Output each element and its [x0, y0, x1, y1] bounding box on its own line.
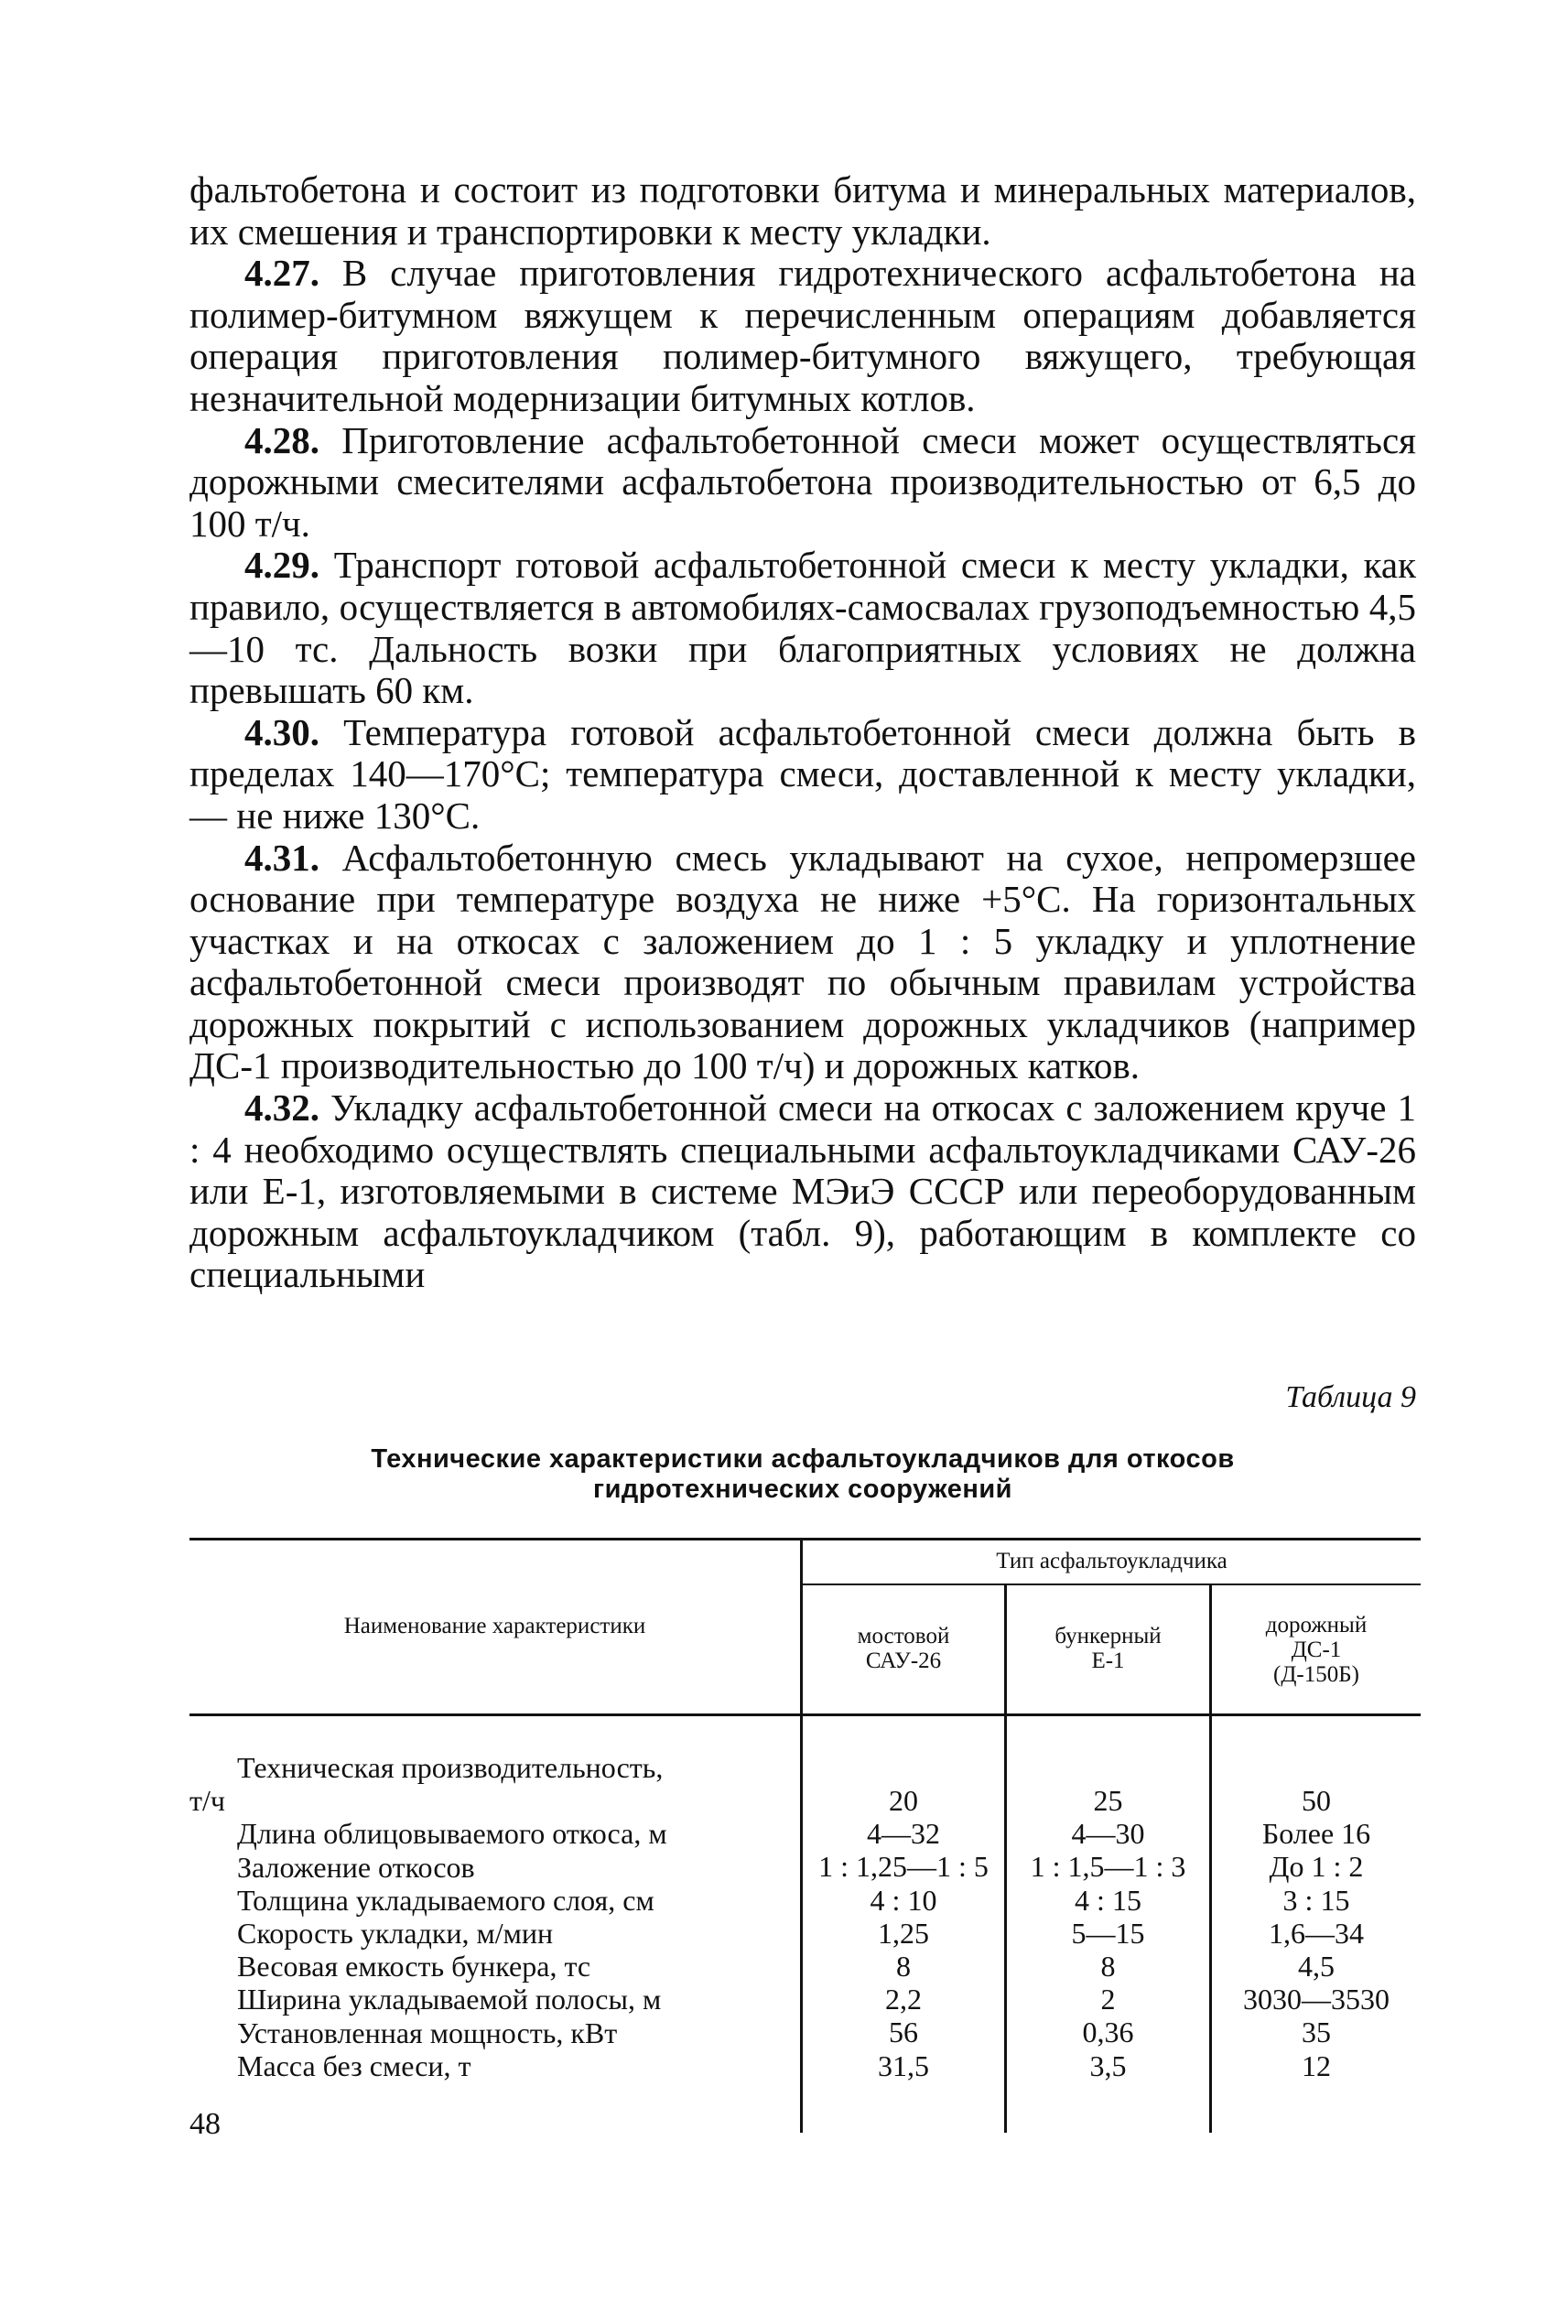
header-bottom-rule [189, 1713, 1421, 1716]
paragraph: 4.30. Температура готовой асфальтобетонной смеси должна быть в пределах 140—170°С; температура смеси, доставленной к месту укладки, — не ниже 130°С. [189, 710, 1416, 837]
page-number: 48 [189, 2107, 221, 2141]
body-text [189, 169, 1416, 1296]
table-cell: 4—32 [867, 1817, 940, 1851]
table-cell: 3,5 [1089, 2048, 1127, 2082]
paragraph: 4.31. Асфальтобетонную смесь укладывают на сухое, непромерзшее основание при температуре воздуха не ниже +5°С. На горизонтальных участках и на откосах с заложением до 1 : 5 укладку и уплотнение асфальтобетонной смеси производят по обычным правилам устройства дорожных покрытий с использованием дорожных укладчиков (например ДС-1 производительностью до 100 т/ч) и дорожных катков. [189, 836, 1416, 1087]
table-cell: 56 [889, 2016, 918, 2049]
table-cell: 1 : 1,25—1 : 5 [818, 1850, 989, 1884]
column-sau26-values [803, 1784, 1004, 2082]
table-cell: 4—30 [1071, 1817, 1145, 1851]
table-row-label: Скорость укладки, м/мин [237, 1917, 554, 1951]
table-cell: 3030—3530 [1243, 1983, 1390, 2016]
table-top-rule [189, 1538, 1421, 1540]
header-col-ds1: дорожный ДС-1 (Д-150Б) [1265, 1613, 1368, 1687]
paragraph-number: 4.31. [244, 836, 319, 879]
header-col-sau26: мостовой САУ-26 [857, 1624, 950, 1673]
group-header-rule [801, 1584, 1421, 1585]
paragraph-number: 4.32. [244, 1086, 319, 1130]
table-row-label: Заложение откосов [237, 1850, 475, 1884]
table-cell: 5—15 [1071, 1916, 1145, 1950]
paragraph-number: 4.29. [244, 544, 319, 587]
table-cell: 2 [1100, 1983, 1116, 2016]
table-cell: 4,5 [1298, 1950, 1335, 1984]
row-labels [189, 1751, 794, 2082]
paragraph: 4.28. Приготовление асфальтобетонной смеси может осуществляться дорожными смесителями асфальтобетона производительностью от 6,5 до 100 т/ч. [189, 418, 1416, 545]
table-label: Таблица 9 [1285, 1380, 1416, 1414]
column-ds1-values [1212, 1784, 1421, 2082]
header-characteristic-name: Наименование характеристики [343, 1614, 646, 1638]
header-col-e1: бункерный Е-1 [1054, 1624, 1162, 1673]
table-cell: 1 : 1,5—1 : 3 [1030, 1850, 1186, 1884]
table-cell: 1,6—34 [1269, 1916, 1364, 1950]
paragraph: 4.27. В случае приготовления гидротехнического асфальтобетона на полимер-битумном вяжущем к перечисленным операциям добавляется операция приготовления полимер-битумного вяжущего, требующая незначительной модернизации битумных котлов. [189, 252, 1417, 419]
table-cell: 35 [1302, 2016, 1331, 2049]
table-cell: 50 [1302, 1784, 1331, 1817]
specs-table [189, 1538, 1421, 2133]
table-row-label: Толщина укладываемого слоя, см [237, 1883, 654, 1917]
paragraph: фальтобетона и состоит из подготовки битума и минеральных материалов, их смешения и транспортировки к месту укладки. [189, 168, 1416, 253]
paragraph: 4.32. Укладку асфальтобетонной смеси на откосах с заложением круче 1 : 4 необходимо осуществлять специальными асфальтоукладчиками САУ-26 или Е-1, изготовляемыми в системе МЭиЭ СССР или переоборудованным дорожным асфальтоукладчиком (табл. 9), работающим в комплекте со специальными [189, 1086, 1416, 1296]
table-cell: 31,5 [878, 2048, 929, 2082]
table-row-label: Ширина укладываемой полосы, м [237, 1983, 662, 2016]
paragraph: 4.29. Транспорт готовой асфальтобетонной смеси к месту укладки, как правило, осуществляется в автомобилях-самосвалах грузоподъемностью 4,5—10 тс. Дальность возки при благоприятных условиях не должна превышать 60 км. [189, 544, 1416, 712]
table-cell: Более 16 [1261, 1817, 1371, 1851]
table-title: Технические характеристики асфальтоукладчиков для откосов гидротехнических сооружений [371, 1444, 1235, 1504]
table-cell: 20 [889, 1784, 918, 1817]
table-cell: 3 : 15 [1282, 1883, 1350, 1917]
table-cell: 8 [896, 1950, 911, 1984]
table-cell: До 1 : 2 [1269, 1850, 1364, 1884]
table-cell: 0,36 [1082, 2016, 1134, 2049]
table-row-label: Весовая емкость бункера, тс [237, 1950, 591, 1984]
table-row-label: т/ч [189, 1784, 225, 1818]
table-cell: 2,2 [885, 1983, 922, 2016]
table-cell: 8 [1100, 1950, 1116, 1984]
table-row-label: Масса без смеси, т [237, 2048, 471, 2082]
header-paver-type: Тип асфальтоукладчика [996, 1549, 1227, 1573]
paragraph-number: 4.30. [244, 710, 319, 753]
table-row-label: Установленная мощность, кВт [237, 2016, 618, 2049]
table-cell: 4 : 10 [870, 1883, 937, 1917]
table-row-label: Техническая производительность, [237, 1751, 664, 1784]
paragraph-number: 4.27. [244, 252, 319, 295]
column-e1-values [1007, 1784, 1209, 2082]
table-row-label: Длина облицовываемого откоса, м [237, 1817, 667, 1851]
table-cell: 12 [1302, 2048, 1331, 2082]
paragraph-number: 4.28. [244, 418, 319, 461]
table-cell: 1,25 [878, 1916, 929, 1950]
table-cell: 4 : 15 [1075, 1883, 1141, 1917]
table-cell: 25 [1093, 1784, 1123, 1817]
